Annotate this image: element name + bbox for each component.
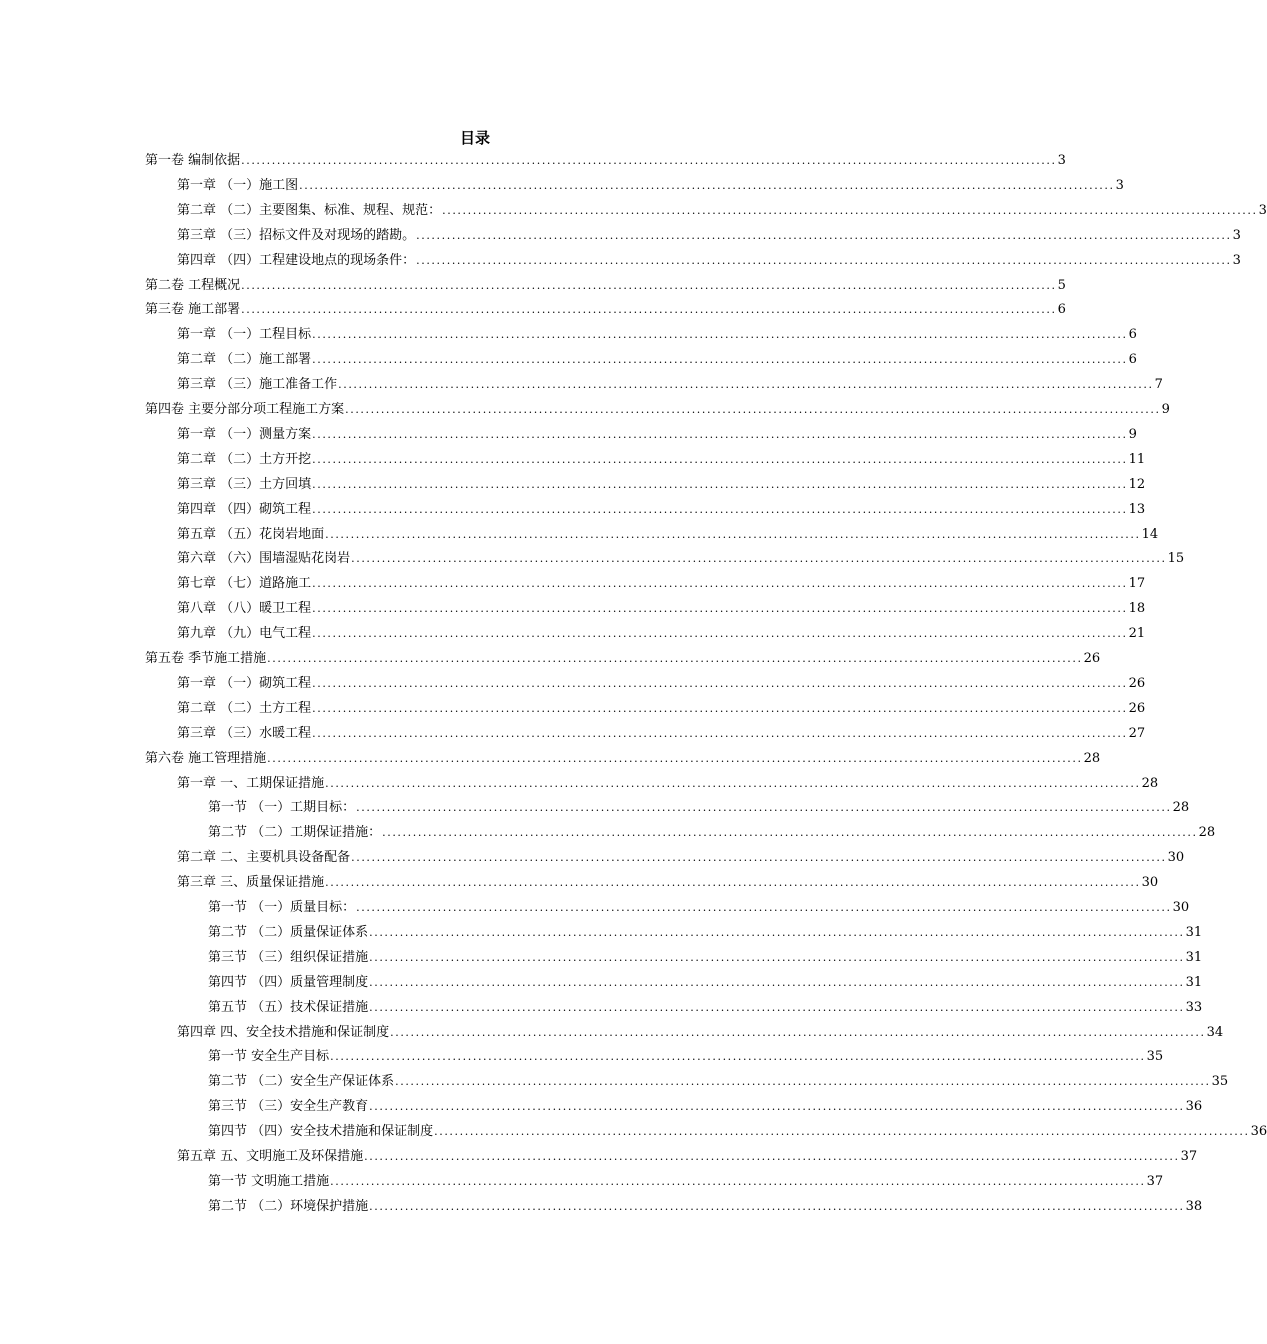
toc-leader-dots: ................................................................................................................................................................ bbox=[241, 279, 1057, 292]
toc-entry[interactable] bbox=[208, 1097, 1203, 1117]
toc-leader-dots: ................................................................................................................................................................ bbox=[351, 851, 1167, 864]
toc-entry-title: 第一章 （一）砌筑工程 bbox=[177, 676, 312, 691]
toc-page-number: 34 bbox=[1206, 1025, 1224, 1040]
toc-entry-title: 第三章 三、质量保证措施 bbox=[177, 875, 325, 890]
toc-entry-title: 第四卷 主要分部分项工程施工方案 bbox=[145, 402, 345, 417]
toc-leader-dots: ................................................................................................................................................................ bbox=[299, 179, 1115, 192]
toc-entry-title: 第三章 （三）水暖工程 bbox=[177, 726, 312, 741]
toc-entry[interactable] bbox=[177, 425, 1137, 445]
toc-page-number: 30 bbox=[1167, 850, 1185, 865]
toc-leader-dots: ................................................................................................................................................................ bbox=[369, 1200, 1185, 1213]
toc-page-number: 18 bbox=[1128, 601, 1146, 616]
toc-title: 目录 bbox=[459, 129, 490, 147]
toc-entry[interactable] bbox=[177, 500, 1146, 520]
toc-leader-dots: ................................................................................................................................................................ bbox=[312, 478, 1128, 491]
toc-leader-dots: ................................................................................................................................................................ bbox=[325, 528, 1141, 541]
toc-page-number: 9 bbox=[1128, 427, 1137, 442]
toc-entry[interactable] bbox=[145, 649, 1101, 669]
toc-entry[interactable] bbox=[145, 276, 1066, 296]
toc-entry[interactable] bbox=[208, 1122, 1267, 1142]
toc-leader-dots: ................................................................................................................................................................ bbox=[312, 577, 1128, 590]
toc-leader-dots: ................................................................................................................................................................ bbox=[369, 1001, 1185, 1014]
toc-entry[interactable] bbox=[177, 176, 1124, 196]
toc-entry-title: 第四章 四、安全技术措施和保证制度 bbox=[177, 1025, 390, 1040]
toc-entry-title: 第三章 （三）招标文件及对现场的踏勘。 bbox=[177, 228, 416, 243]
toc-entry-title: 第九章 （九）电气工程 bbox=[177, 626, 312, 641]
toc-entry-title: 第一章 （一）测量方案 bbox=[177, 427, 312, 442]
toc-entry[interactable] bbox=[208, 1072, 1229, 1092]
toc-entry[interactable] bbox=[208, 923, 1203, 943]
toc-page-number: 28 bbox=[1172, 800, 1190, 815]
toc-page-number: 35 bbox=[1211, 1074, 1229, 1089]
toc-entry[interactable] bbox=[208, 973, 1203, 993]
toc-entry[interactable] bbox=[177, 375, 1163, 395]
toc-entry[interactable] bbox=[208, 1047, 1164, 1067]
toc-entry-title: 第二节 （二）工期保证措施： bbox=[208, 825, 382, 840]
toc-entry[interactable] bbox=[177, 1023, 1224, 1043]
toc-entry-title: 第一卷 编制依据 bbox=[145, 153, 241, 168]
toc-leader-dots: ................................................................................................................................................................ bbox=[312, 727, 1128, 740]
toc-entry[interactable] bbox=[177, 873, 1159, 893]
toc-leader-dots: ................................................................................................................................................................ bbox=[364, 1150, 1180, 1163]
toc-page-number: 35 bbox=[1146, 1049, 1164, 1064]
toc-leader-dots: ................................................................................................................................................................ bbox=[312, 328, 1128, 341]
toc-entry-title: 第三卷 施工部署 bbox=[145, 302, 241, 317]
toc-leader-dots: ................................................................................................................................................................ bbox=[369, 926, 1185, 939]
toc-page-number: 37 bbox=[1146, 1174, 1164, 1189]
toc-page-number: 28 bbox=[1083, 751, 1101, 766]
toc-page-number: 14 bbox=[1141, 527, 1159, 542]
toc-entry-title: 第三章 （三）土方回填 bbox=[177, 477, 312, 492]
toc-leader-dots: ................................................................................................................................................................ bbox=[369, 1100, 1185, 1113]
toc-entry[interactable] bbox=[177, 574, 1146, 594]
toc-leader-dots: ................................................................................................................................................................ bbox=[312, 602, 1128, 615]
toc-entry[interactable] bbox=[145, 400, 1170, 420]
toc-page-number: 30 bbox=[1172, 900, 1190, 915]
toc-leader-dots: ................................................................................................................................................................ bbox=[369, 951, 1185, 964]
toc-page-number: 3 bbox=[1232, 253, 1241, 268]
toc-page-number: 31 bbox=[1185, 975, 1203, 990]
toc-leader-dots: ................................................................................................................................................................ bbox=[325, 876, 1141, 889]
toc-entry-title: 第一章 （一）施工图 bbox=[177, 178, 299, 193]
toc-leader-dots: ................................................................................................................................................................ bbox=[442, 204, 1258, 217]
toc-page-number: 11 bbox=[1128, 452, 1146, 467]
toc-page-number: 30 bbox=[1141, 875, 1159, 890]
toc-entry-title: 第三章 （三）施工准备工作 bbox=[177, 377, 338, 392]
toc-leader-dots: ................................................................................................................................................................ bbox=[390, 1026, 1206, 1039]
toc-entry-title: 第四节 （四）安全技术措施和保证制度 bbox=[208, 1124, 434, 1139]
toc-entry[interactable] bbox=[177, 549, 1185, 569]
toc-entry[interactable] bbox=[177, 599, 1146, 619]
toc-entry[interactable] bbox=[177, 848, 1185, 868]
toc-entry[interactable] bbox=[177, 350, 1137, 370]
toc-page-number: 6 bbox=[1128, 327, 1137, 342]
toc-entry-title: 第三节 （三）组织保证措施 bbox=[208, 950, 369, 965]
toc-entry[interactable] bbox=[145, 151, 1066, 171]
toc-page-number: 17 bbox=[1128, 576, 1146, 591]
toc-page-number: 28 bbox=[1198, 825, 1216, 840]
toc-entry[interactable] bbox=[177, 525, 1159, 545]
toc-leader-dots: ................................................................................................................................................................ bbox=[369, 976, 1185, 989]
toc-entry-title: 第二章 （二）主要图集、标准、规程、规范： bbox=[177, 203, 442, 218]
toc-entry-title: 第二节 （二）安全生产保证体系 bbox=[208, 1074, 395, 1089]
toc-page-number: 13 bbox=[1128, 502, 1146, 517]
toc-entry-title: 第一节 （一）质量目标： bbox=[208, 900, 356, 915]
toc-leader-dots: ................................................................................................................................................................ bbox=[312, 627, 1128, 640]
toc-entry[interactable] bbox=[177, 674, 1146, 694]
toc-page-number: 37 bbox=[1180, 1149, 1198, 1164]
toc-page-number: 9 bbox=[1161, 402, 1170, 417]
toc-leader-dots: ................................................................................................................................................................ bbox=[351, 552, 1167, 565]
toc-leader-dots: ................................................................................................................................................................ bbox=[356, 901, 1172, 914]
toc-leader-dots: ................................................................................................................................................................ bbox=[312, 677, 1128, 690]
toc-page-number: 6 bbox=[1128, 352, 1137, 367]
toc-entry[interactable] bbox=[208, 948, 1203, 968]
toc-page-number: 3 bbox=[1057, 153, 1066, 168]
toc-entry[interactable] bbox=[177, 724, 1146, 744]
toc-page-number: 3 bbox=[1258, 203, 1267, 218]
toc-entry[interactable] bbox=[208, 798, 1190, 818]
toc-leader-dots: ................................................................................................................................................................ bbox=[382, 826, 1198, 839]
toc-leader-dots: ................................................................................................................................................................ bbox=[330, 1050, 1146, 1063]
toc-page-number: 26 bbox=[1128, 676, 1146, 691]
toc-entry-title: 第二节 （二）质量保证体系 bbox=[208, 925, 369, 940]
toc-leader-dots: ................................................................................................................................................................ bbox=[345, 403, 1161, 416]
toc-entry[interactable] bbox=[208, 998, 1203, 1018]
toc-entry-title: 第五节 （五）技术保证措施 bbox=[208, 1000, 369, 1015]
toc-entry-title: 第一节 安全生产目标 bbox=[208, 1049, 330, 1064]
toc-entry[interactable] bbox=[177, 475, 1146, 495]
toc-entry-title: 第一章 一、工期保证措施 bbox=[177, 776, 325, 791]
toc-entry-title: 第六章 （六）围墙湿贴花岗岩 bbox=[177, 551, 351, 566]
toc-entry-title: 第二节 （二）环境保护措施 bbox=[208, 1199, 369, 1214]
toc-entry[interactable] bbox=[177, 624, 1146, 644]
toc-leader-dots: ................................................................................................................................................................ bbox=[267, 752, 1083, 765]
toc-page-number: 36 bbox=[1185, 1099, 1203, 1114]
toc-entry[interactable] bbox=[177, 450, 1146, 470]
toc-entry[interactable] bbox=[177, 699, 1146, 719]
toc-entry-title: 第二章 （二）土方开挖 bbox=[177, 452, 312, 467]
toc-page-number: 12 bbox=[1128, 477, 1146, 492]
toc-entry-title: 第七章 （七）道路施工 bbox=[177, 576, 312, 591]
toc-leader-dots: ................................................................................................................................................................ bbox=[338, 378, 1154, 391]
toc-page-number: 6 bbox=[1057, 302, 1066, 317]
toc-leader-dots: ................................................................................................................................................................ bbox=[312, 428, 1128, 441]
toc-entry-title: 第二章 （二）施工部署 bbox=[177, 352, 312, 367]
toc-entry[interactable] bbox=[208, 1172, 1164, 1192]
toc-entry-title: 第一章 （一）工程目标 bbox=[177, 327, 312, 342]
toc-page-number: 26 bbox=[1128, 701, 1146, 716]
toc-leader-dots: ................................................................................................................................................................ bbox=[241, 154, 1057, 167]
toc-page-number: 21 bbox=[1128, 626, 1146, 641]
toc-entry-title: 第五章 五、文明施工及环保措施 bbox=[177, 1149, 364, 1164]
toc-leader-dots: ................................................................................................................................................................ bbox=[312, 503, 1128, 516]
toc-page-number: 7 bbox=[1154, 377, 1163, 392]
toc-entry-title: 第六卷 施工管理措施 bbox=[145, 751, 267, 766]
toc-entry-title: 第五卷 季节施工措施 bbox=[145, 651, 267, 666]
toc-leader-dots: ................................................................................................................................................................ bbox=[312, 353, 1128, 366]
toc-page-number: 31 bbox=[1185, 950, 1203, 965]
toc-entry-title: 第三节 （三）安全生产教育 bbox=[208, 1099, 369, 1114]
toc-entry-title: 第四章 （四）工程建设地点的现场条件： bbox=[177, 253, 416, 268]
toc-leader-dots: ................................................................................................................................................................ bbox=[395, 1075, 1211, 1088]
toc-leader-dots: ................................................................................................................................................................ bbox=[325, 777, 1141, 790]
toc-entry[interactable] bbox=[208, 1197, 1203, 1217]
toc-leader-dots: ................................................................................................................................................................ bbox=[312, 453, 1128, 466]
toc-entry[interactable] bbox=[208, 823, 1216, 843]
toc-page-number: 26 bbox=[1083, 651, 1101, 666]
toc-entry[interactable] bbox=[145, 749, 1101, 769]
toc-entry[interactable] bbox=[177, 774, 1159, 794]
toc-leader-dots: ................................................................................................................................................................ bbox=[434, 1125, 1250, 1138]
toc-leader-dots: ................................................................................................................................................................ bbox=[312, 702, 1128, 715]
toc-entry[interactable] bbox=[177, 325, 1137, 345]
toc-entry-title: 第二章 （二）土方工程 bbox=[177, 701, 312, 716]
toc-entry-title: 第二卷 工程概况 bbox=[145, 278, 241, 293]
toc-leader-dots: ................................................................................................................................................................ bbox=[241, 303, 1057, 316]
toc-entry[interactable] bbox=[208, 898, 1190, 918]
toc-entry-title: 第一节 文明施工措施 bbox=[208, 1174, 330, 1189]
toc-page-number: 3 bbox=[1232, 228, 1241, 243]
toc-entry-title: 第八章 （八）暖卫工程 bbox=[177, 601, 312, 616]
toc-page-number: 38 bbox=[1185, 1199, 1203, 1214]
toc-page-number: 3 bbox=[1115, 178, 1124, 193]
toc-leader-dots: ................................................................................................................................................................ bbox=[356, 801, 1172, 814]
toc-entry-title: 第五章 （五）花岗岩地面 bbox=[177, 527, 325, 542]
toc-entry[interactable] bbox=[177, 1147, 1198, 1167]
toc-page-number: 27 bbox=[1128, 726, 1146, 741]
toc-entry[interactable] bbox=[145, 300, 1066, 320]
toc-page-number: 5 bbox=[1057, 278, 1066, 293]
toc-entry[interactable] bbox=[177, 251, 1241, 271]
toc-page-number: 33 bbox=[1185, 1000, 1203, 1015]
toc-leader-dots: ................................................................................................................................................................ bbox=[267, 652, 1083, 665]
toc-entry-title: 第二章 二、主要机具设备配备 bbox=[177, 850, 351, 865]
toc-entry-title: 第四节 （四）质量管理制度 bbox=[208, 975, 369, 990]
toc-entry[interactable] bbox=[177, 226, 1241, 246]
toc-page-number: 28 bbox=[1141, 776, 1159, 791]
toc-leader-dots: ................................................................................................................................................................ bbox=[330, 1175, 1146, 1188]
toc-leader-dots: ................................................................................................................................................................ bbox=[416, 254, 1232, 267]
toc-entry-title: 第一节 （一）工期目标： bbox=[208, 800, 356, 815]
toc-leader-dots: ................................................................................................................................................................ bbox=[416, 229, 1232, 242]
toc-page-number: 36 bbox=[1250, 1124, 1267, 1139]
toc-page-number: 15 bbox=[1167, 551, 1185, 566]
toc-entry[interactable] bbox=[177, 201, 1267, 221]
toc-page-number: 31 bbox=[1185, 925, 1203, 940]
toc-entry-title: 第四章 （四）砌筑工程 bbox=[177, 502, 312, 517]
